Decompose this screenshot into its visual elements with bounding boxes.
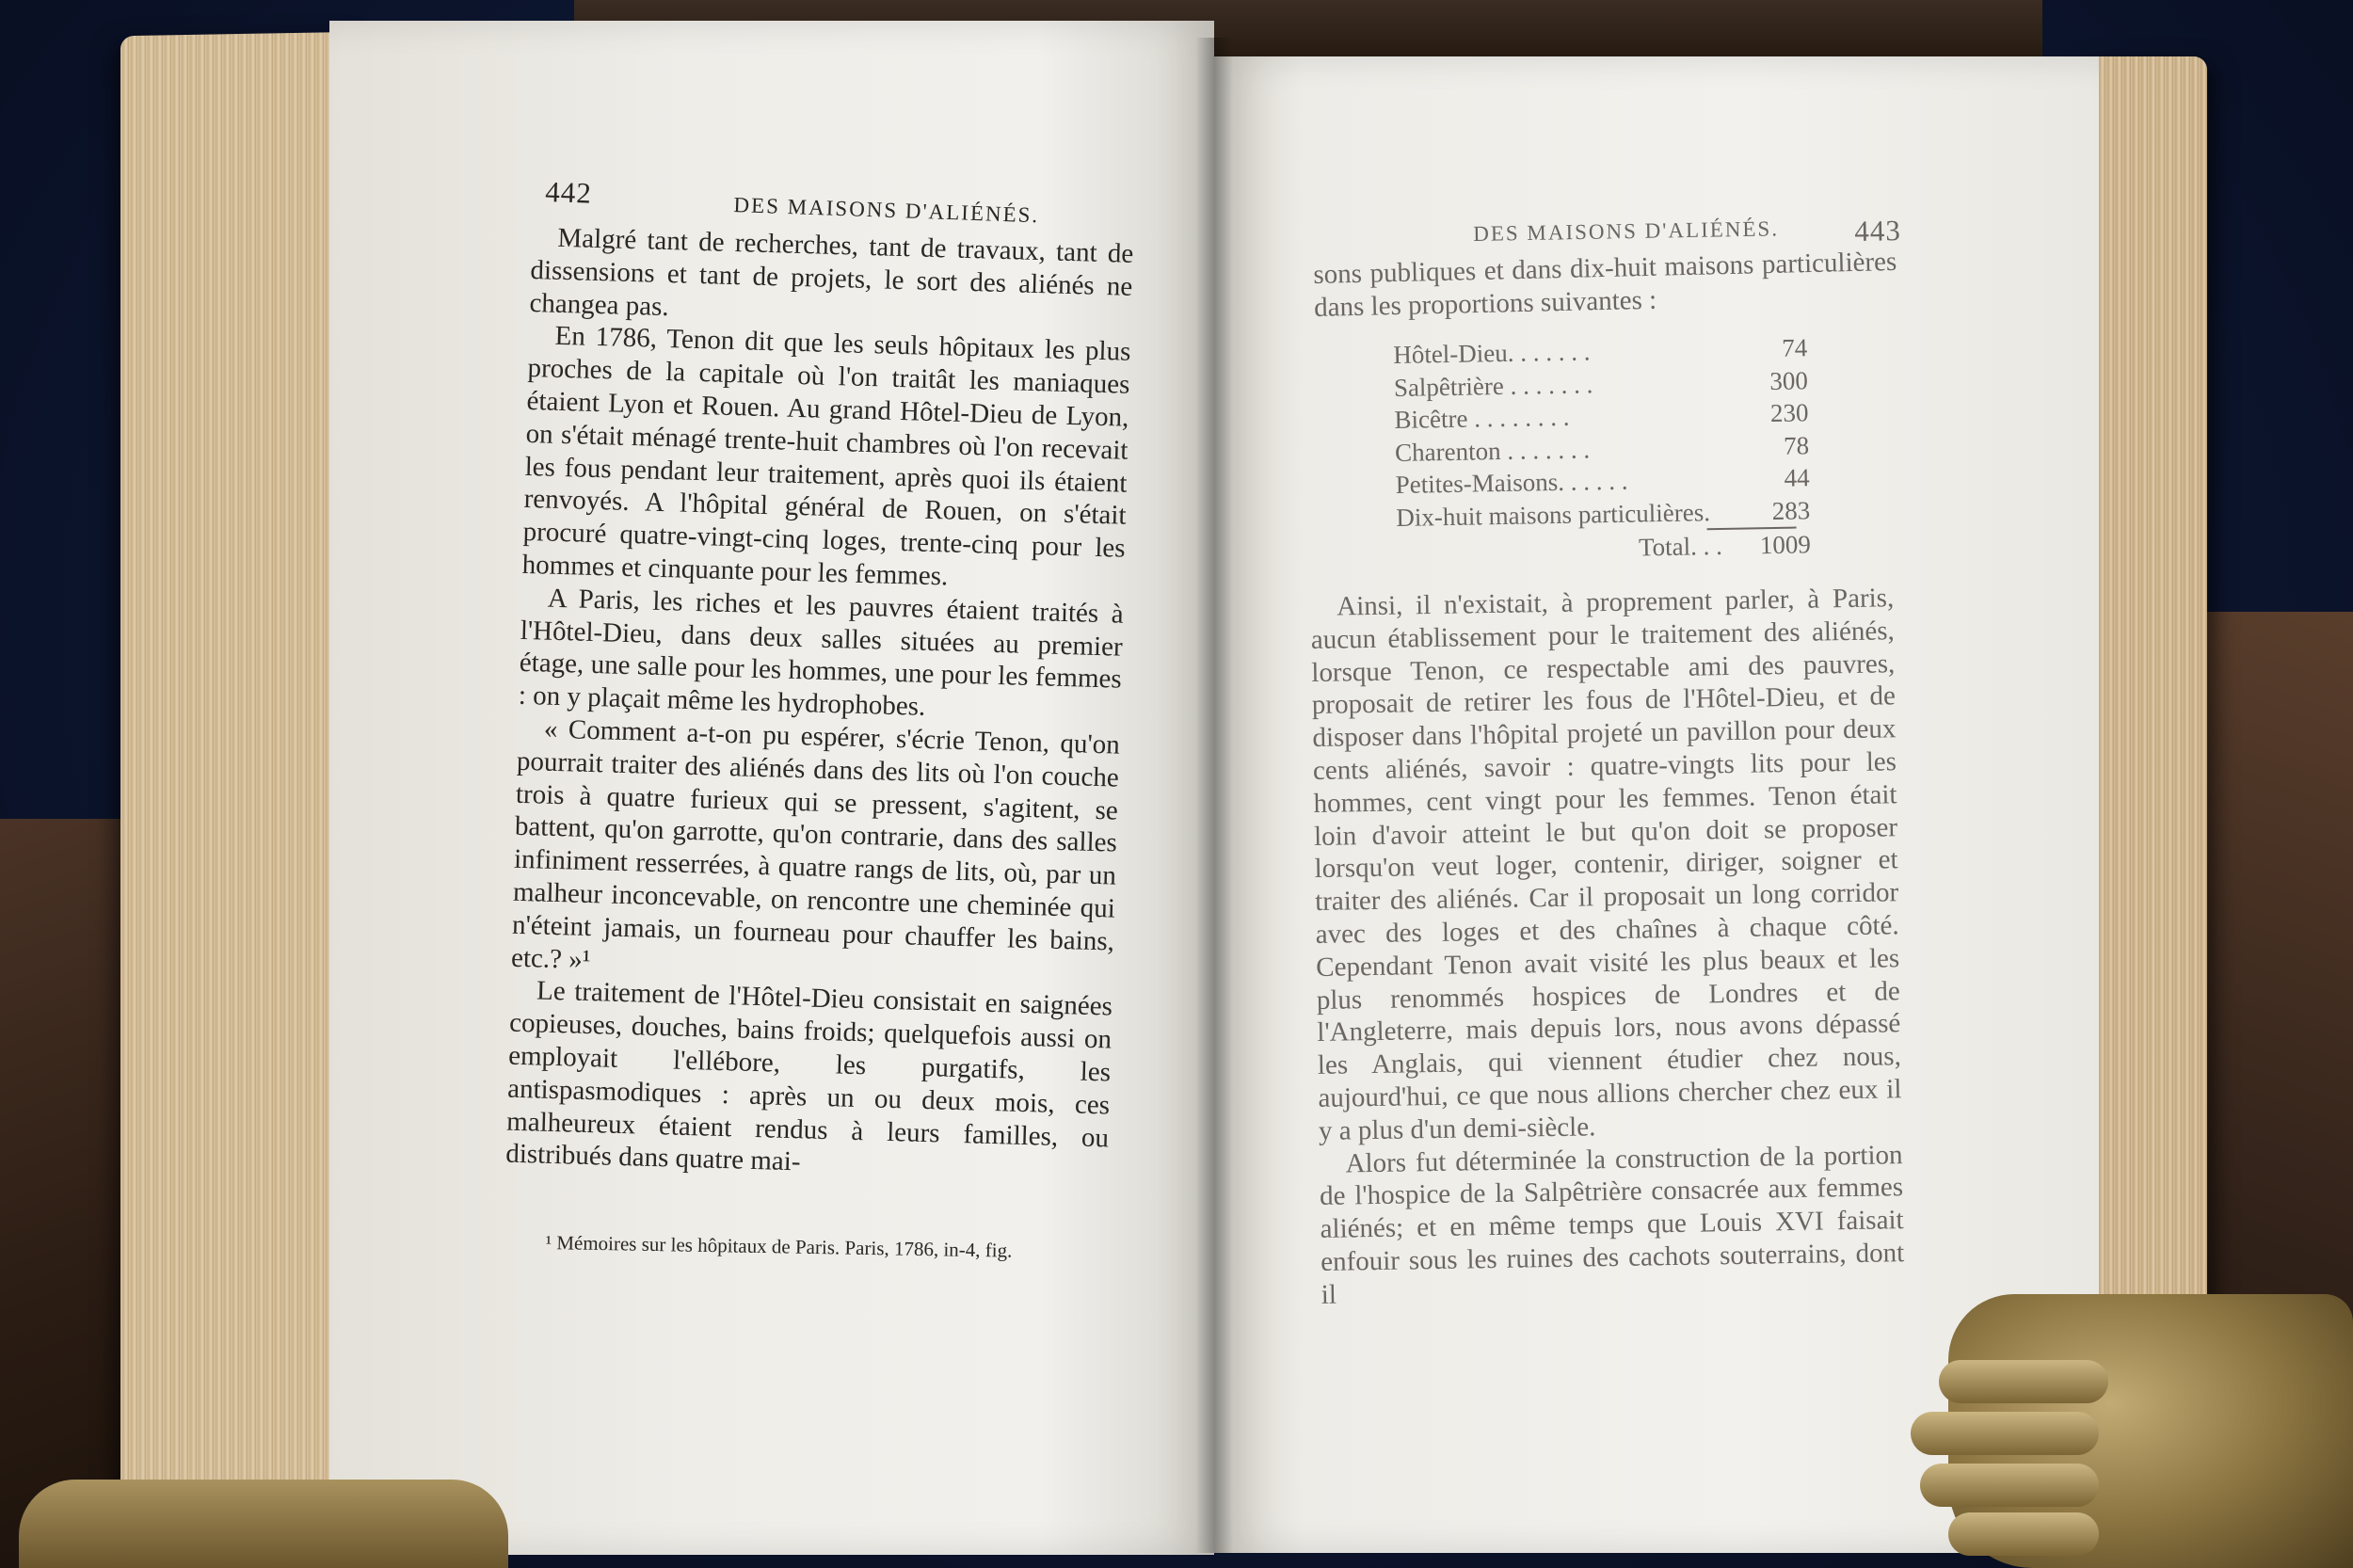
- paragraph: A Paris, les riches et les pauvres étaient traités à l'Hôtel-Dieu, dans deux salles situées au premier étage, une salle pour les hommes, une pour les femmes : on y plaçait même les hydrophobes.: [518, 583, 1125, 723]
- finger-shape: [1920, 1464, 2099, 1507]
- table-value: 44: [1784, 463, 1810, 492]
- right-running-head: DES MAISONS D'ALIÉNÉS.: [1473, 216, 1780, 246]
- finger-shape: [1911, 1412, 2099, 1455]
- paragraph: Le traitement de l'Hôtel-Dieu consistait en saignées copieuses, douches, bains froids; quelquefois aussi on employait l'ellébore, les purgatifs, les antispasmodiques : après un ou deux mois, ces malheureux étaient rendus à leurs familles, ou distribués dans quatre mai-: [504, 975, 1113, 1177]
- paragraph: Alors fut déterminée la construction de la portion de l'hospice de la Salpêtrière consacrée aux femmes aliénés; et en même temps que Louis XVI faisait enfouir sous les ruines des cachots souterrains, dont il: [1319, 1139, 1905, 1310]
- left-page-number: 442: [544, 175, 593, 210]
- paragraph: Malgré tant de recherches, tant de travaux, tant de dissensions et tant de projets, le sort des aliénés ne changea pas.: [529, 222, 1134, 322]
- table-value: 230: [1769, 398, 1809, 428]
- paragraph: sons publiques et dans dix-huit maisons particulières dans les proportions suivantes :: [1313, 246, 1897, 323]
- table-value: 283: [1771, 495, 1811, 525]
- left-running-head: DES MAISONS D'ALIÉNÉS.: [733, 193, 1040, 228]
- footnote: ¹ Mémoires sur les hôpitaux de Paris. Paris, 1786, in-4, fig.: [545, 1231, 1013, 1262]
- table-value: 300: [1769, 365, 1809, 395]
- finger-shape: [1939, 1360, 2108, 1403]
- table-label: Bicêtre . . . . . . . .: [1394, 402, 1570, 434]
- table-label: Hôtel-Dieu. . . . . . .: [1393, 337, 1591, 369]
- brass-hand-page-holder-right: [1948, 1294, 2353, 1568]
- paragraph: En 1786, Tenon dit que les seuls hôpitaux les plus proches de la capitale où l'on traitât les maniaques étaient Lyon et Rouen. Au grand Hôtel-Dieu de Lyon, on s'était ménagé trente-huit chambres où l'on recevait les fous pendant leur traitement, après quoi ils étaient renvoyés. A l'hôpital général de Rouen, on s'était procuré quatre-vingt-cinq loges, trente-cinq pour les hommes et cinquante pour les femmes.: [521, 321, 1131, 592]
- table-label: Dix-huit maisons particulières.: [1396, 497, 1711, 532]
- book-fore-edge-left: [120, 32, 356, 1523]
- table-value: 78: [1783, 430, 1810, 460]
- book-gutter: [1195, 38, 1233, 1553]
- table-label: Charenton . . . . . . .: [1394, 434, 1591, 467]
- right-intro-text: [1313, 246, 1897, 325]
- left-body-text: [505, 221, 1134, 1188]
- brass-hand-page-holder-left: [19, 1480, 508, 1568]
- table-label: Salpêtrière . . . . . . .: [1393, 369, 1593, 402]
- table-label: Petites-Maisons. . . . . .: [1395, 466, 1628, 499]
- total-label: Total. . .: [1638, 531, 1723, 562]
- table-value: 74: [1781, 333, 1808, 362]
- asylum-statistics-table: [1393, 331, 1811, 568]
- paragraph: « Comment a-t-on pu espérer, s'écrie Tenon, qu'on pourrait traiter des aliénés dans des lits où l'on couche trois à quatre furieux qui se pressent, s'agitent, se battent, qu'on garrotte, qu'on contrarie, dans des salles infiniment resserrées, à quatre rangs de lits, où, par un malheur inconcevable, on rencontre une cheminée qui n'éteint jamais, un fourneau pour chauffer les bains, etc.? »¹: [510, 713, 1121, 975]
- paragraph: Ainsi, il n'existait, à proprement parler, à Paris, aucun établissement pour le traitement des aliénés, lorsque Tenon, ce respectable ami des pauvres, proposait de retirer les fous de l'Hôtel-Dieu, et de disposer dans l'hôpital projeté un pavillon pour deux cents aliénés, savoir : quatre-vingts lits pour les hommes, cent vingt pour les femmes. Tenon était loin d'avoir atteint le but qu'on doit se proposer lorsqu'on veut loger, contenir, diriger, soigner et traiter des aliénés. Car il proposait un long corridor avec des loges et des chaînes à chaque côté. Cependant Tenon avait visité les plus beaux et les plus renommés hospices de Londres et de l'Angleterre, mais depuis lors, nous avons dépassé les Anglais, qui viennent étudier chez nous, aujourd'hui, ce que nous allions chercher chez eux il y a plus d'un demi-siècle.: [1310, 583, 1902, 1146]
- finger-shape: [1948, 1512, 2099, 1556]
- right-page-number: 443: [1854, 214, 1902, 248]
- book-fore-edge-right: [2080, 56, 2207, 1327]
- total-value: 1009: [1759, 530, 1812, 560]
- right-body-text: [1310, 582, 1905, 1311]
